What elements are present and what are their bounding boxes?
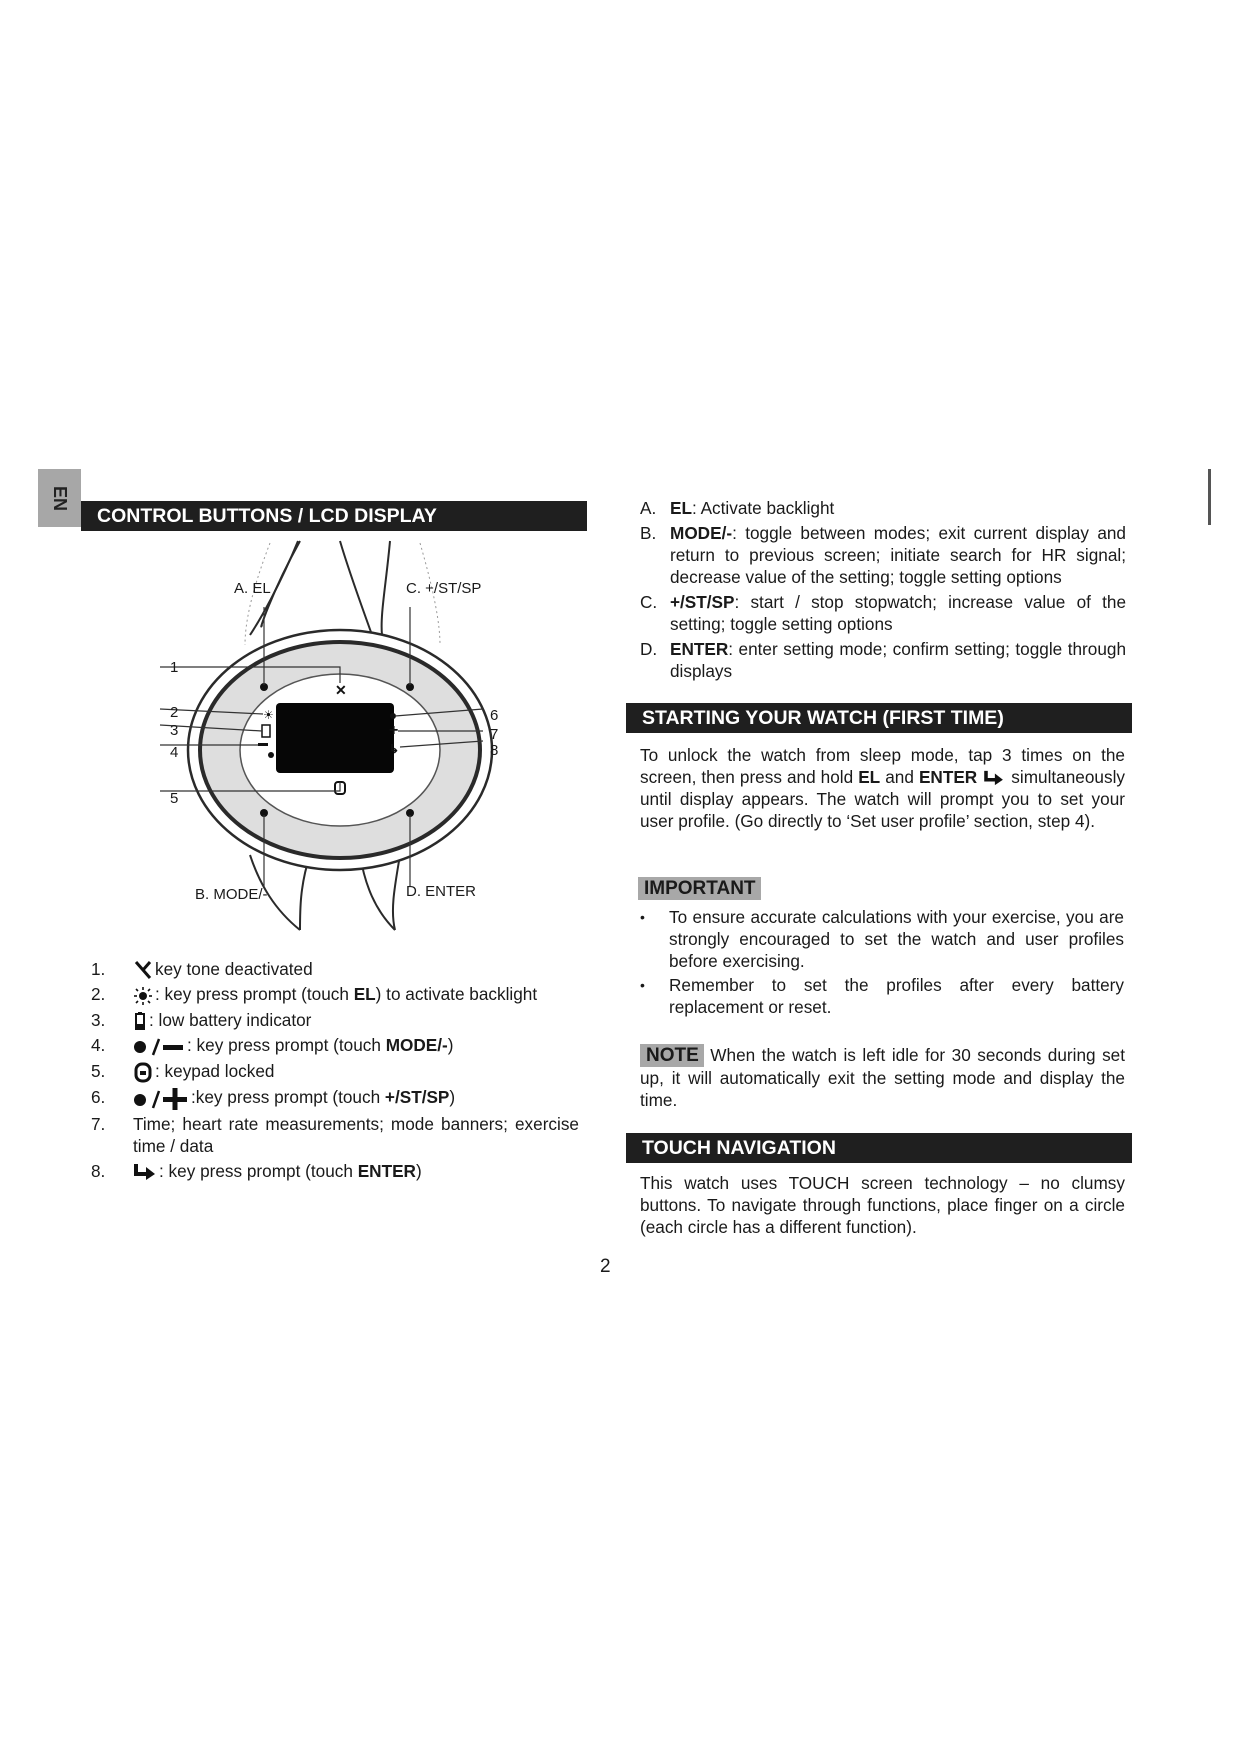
legend-item: 8. : key press prompt (touch ENTER) (91, 1160, 422, 1181)
battery-icon (133, 1011, 147, 1031)
language-tab (38, 469, 81, 527)
section-banner-control-buttons (81, 501, 587, 531)
diagram-number-7: 7 (490, 726, 499, 743)
diagram-number-3: 3 (170, 722, 179, 739)
page-edge-marker (1208, 469, 1211, 525)
note-tag: NOTE (640, 1044, 704, 1067)
mode-prompt-icon (133, 1037, 185, 1057)
plus-prompt-icon (133, 1088, 189, 1110)
lock-icon (133, 1061, 153, 1083)
svg-text:+: + (389, 722, 399, 739)
section-banner-label: STARTING YOUR WATCH (FIRST TIME) (642, 707, 1004, 729)
diagram-number-4: 4 (170, 744, 179, 761)
diagram-label-el: A. EL (234, 580, 271, 597)
language-tab-label: EN (49, 485, 70, 511)
important-tag: IMPORTANT (638, 877, 761, 900)
diagram-number-1: 1 (170, 659, 179, 676)
diagram-number-8: 8 (490, 742, 499, 759)
enter-icon (982, 770, 1006, 786)
lcd-screen (276, 703, 394, 773)
diagram-number-2: 2 (170, 704, 179, 721)
legend-item: 1. key tone deactivated (91, 959, 313, 979)
diagram-label-plus: C. +/ST/SP (406, 580, 482, 597)
button-functions-list (640, 497, 1126, 685)
section-banner-label: CONTROL BUTTONS / LCD DISPLAY (97, 505, 437, 527)
diagram-label-mode: B. MODE/- (195, 886, 268, 903)
button-function-enter: D. ENTER: enter setting mode; confirm setting; toggle through displays (640, 639, 1126, 681)
diagram-number-5: 5 (170, 790, 179, 807)
backlight-icon (133, 986, 153, 1006)
enter-icon (133, 1163, 157, 1181)
key-tone-off-icon (133, 960, 153, 980)
legend-item: 7. Time; heart rate measurements; mode banners; exercise time / data (91, 1113, 579, 1156)
lcd-icon-legend (91, 958, 579, 1185)
section-banner-starting (626, 703, 1132, 733)
important-item: • To ensure accurate calculations with your exercise, you are strongly encouraged to set the watch and user profiles before exercising. (638, 906, 1124, 972)
svg-text:☀: ☀ (263, 708, 274, 722)
diagram-label-enter: D. ENTER (406, 883, 477, 900)
touch-paragraph: This watch uses TOUCH screen technology – no clumsy buttons. To navigate through functions, place finger on a circle (each circle has a different function). (640, 1173, 1125, 1237)
diagram-number-6: 6 (490, 707, 499, 724)
page-number: 2 (600, 1256, 611, 1277)
button-function-plus: C. +/ST/SP: start / stop stopwatch; increase value of the setting; toggle setting options (640, 592, 1126, 634)
legend-item: 4. : key press prompt (touch MODE/-) (91, 1035, 454, 1056)
legend-item: 5. : keypad locked (91, 1060, 579, 1083)
important-list (638, 906, 1124, 1020)
svg-text:↳: ↳ (389, 742, 400, 756)
button-function-el: A. EL: Activate backlight (640, 498, 835, 518)
legend-item: 2. : key press prompt (touch EL) to activate backlight (91, 984, 538, 1005)
button-function-mode: B. MODE/-: toggle between modes; exit current display and return to previous screen; initiate search for HR signal; decrease value of the setting; toggle setting options (640, 523, 1126, 587)
important-item: • Remember to set the profiles after every battery replacement or reset. (638, 974, 1124, 1018)
legend-item: 3. : low battery indicator (91, 1009, 312, 1030)
note-paragraph: NOTE When the watch is left idle for 30 seconds during set up, it will automatically exit the setting mode and display the time. (640, 1045, 1125, 1110)
legend-item: 6. :key press prompt (touch +/ST/SP) (91, 1086, 579, 1109)
section-banner-touch (626, 1133, 1132, 1163)
svg-text:✕: ✕ (335, 682, 347, 698)
section-banner-label: TOUCH NAVIGATION (642, 1137, 836, 1159)
starting-paragraph: To unlock the watch from sleep mode, tap 3 times on the screen, then press and hold EL and ENTER simultaneously until display appears. The watch will prompt you to set your user profile. (Go directly to ‘Set user profile’ section, step 4). (640, 745, 1125, 831)
